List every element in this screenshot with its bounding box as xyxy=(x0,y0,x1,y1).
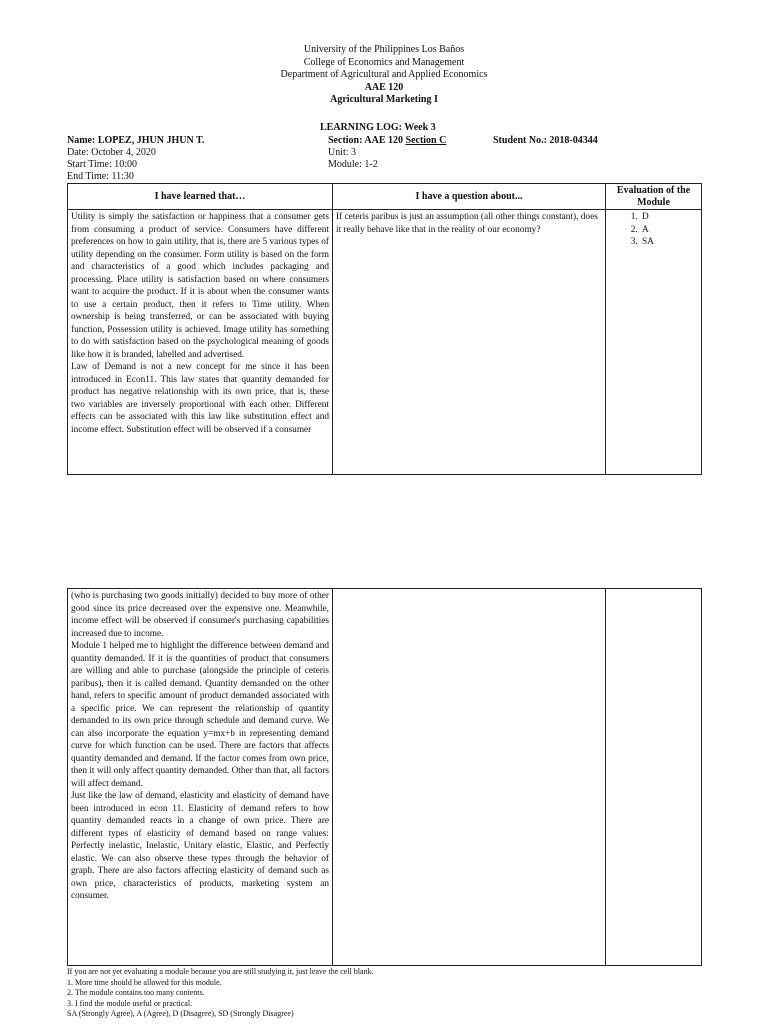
section-label: Section: AAE 120 xyxy=(328,135,406,146)
question-cell xyxy=(333,589,606,966)
course-title: Agricultural Marketing I xyxy=(330,94,438,106)
university-name: University of the Philippines Los Baños xyxy=(303,44,465,55)
evaluation-item: 1. D xyxy=(640,211,701,224)
learned-cell xyxy=(68,210,333,475)
learning-log-table-continued xyxy=(67,588,702,966)
department-name: Department of Agricultural and Applied Economics xyxy=(280,69,488,81)
learned-paragraph: Utility is simply the satisfaction or happiness that a consumer gets from consuming a product of service. Consumers have different preferences on how to gain utility, that is, there are 5 various types of utility depending on the consumer. Form utility is based on the form and characteristics of a good which includes packaging and processing. Place utility is satisfaction based on where consumers want to acquire the product. If it is about when the consumer wants to use a certain product, then it refers to Time utility. When ownership is being transferred, or can be associated with buying function, Possession utility is achieved. Image utility has something to do with satisfaction based on the psychological meaning of goods like how it is branded, labelled and advertised. xyxy=(71,212,329,360)
section-value: Section C xyxy=(405,135,447,146)
question-cell xyxy=(333,210,606,475)
student-name: Name: LOPEZ, JHUN JHUN T. xyxy=(67,135,205,146)
evaluation-legend xyxy=(67,967,374,1020)
learned-paragraph: Module 1 helped me to highlight the difference between demand and quantity demanded. If it is the quantities of product that consumers are willing and able to purchase (alongside the principle of ceteris paribus), then it is called demand. Quantity demanded on the other hand, refers to specific amount of product demanded associated with a specific price. We can represent the relationship of quantity demanded to its own price through schedule and demand curve. We can also incorporate the equation y=mx+b in representing demand curve for which function can be used. There are factors that affects quantity demanded and demand. If the factor comes from own price, then it will only affect quantity demanded. Other than that, all factors will affect demand. xyxy=(71,641,329,789)
evaluation-list xyxy=(606,210,701,249)
course-code: AAE 120 xyxy=(364,81,404,93)
header-question: I have a question about... xyxy=(333,184,606,210)
legend-note: If you are not yet evaluating a module because you are still studying it, just leave the cell blank. xyxy=(67,967,374,976)
learned-paragraph: Just like the law of demand, elasticity and elasticity of demand have been introduced in econ 11. Elasticity of demand refers to how quantity demanded reacts in a change of own price. There are different types of elasticity of demand based on range values: Perfectly inelastic, Inelastic, Unitary elastic, Elastic, and Perfectly elastic. We can also observe these types through the behavior of graph. There are also factors affecting elasticity of demand such as own price, characteristics of products, marketing system an consumer. xyxy=(71,791,329,901)
log-date: Date: October 4, 2020 xyxy=(67,147,156,158)
document-header xyxy=(0,44,768,107)
learned-cell xyxy=(68,589,333,966)
college-name: College of Economics and Management xyxy=(303,56,465,68)
unit-number: Unit: 3 xyxy=(328,147,357,158)
start-time: Start Time: 10:00 xyxy=(67,159,138,170)
log-title: LEARNING LOG: Week 3 xyxy=(320,122,436,133)
legend-item: 2. The module contains too many contents. xyxy=(67,988,205,997)
learned-paragraph: (who is purchasing two goods initially) decided to buy more of other good since its price decreased over the expensive one. Meanwhile, income effect will be observed if consumer's purchasing capabilities increased due to income. xyxy=(71,591,329,639)
header-evaluation: Evaluation of the Module xyxy=(606,184,702,210)
learning-log-table xyxy=(67,183,702,475)
legend-item: 3. I find the module useful or practical. xyxy=(67,998,193,1008)
evaluation-item: 3. SA xyxy=(640,236,701,249)
question-text: If ceteris paribus is just an assumption (all other things constant), does it really behave like that in the reality of our economy? xyxy=(336,212,598,235)
legend-item: 1. More time should be allowed for this module. xyxy=(67,977,222,987)
student-number: Student No.: 2018-04344 xyxy=(493,135,598,146)
evaluation-cell xyxy=(606,210,702,475)
legend-scale: SA (Strongly Agree), A (Agree), D (Disagree), SD (Strongly Disagree) xyxy=(67,1009,294,1018)
evaluation-item: 2. A xyxy=(640,224,701,237)
end-time: End Time: 11:30 xyxy=(67,171,134,182)
section-line xyxy=(328,135,446,147)
learned-paragraph: Law of Demand is not a new concept for me since it has been introduced in Econ11. This law states that quantity demanded for product has negative relationship with its own price, that is, these two variables are inversely proportional with each other. Different effects can be associated with this law like substitution effect and income effect. Substitution effect will be observed if a consumer xyxy=(71,362,329,435)
header-learned: I have learned that… xyxy=(68,184,333,210)
evaluation-cell xyxy=(606,589,702,966)
module-number: Module: 1-2 xyxy=(328,159,378,170)
